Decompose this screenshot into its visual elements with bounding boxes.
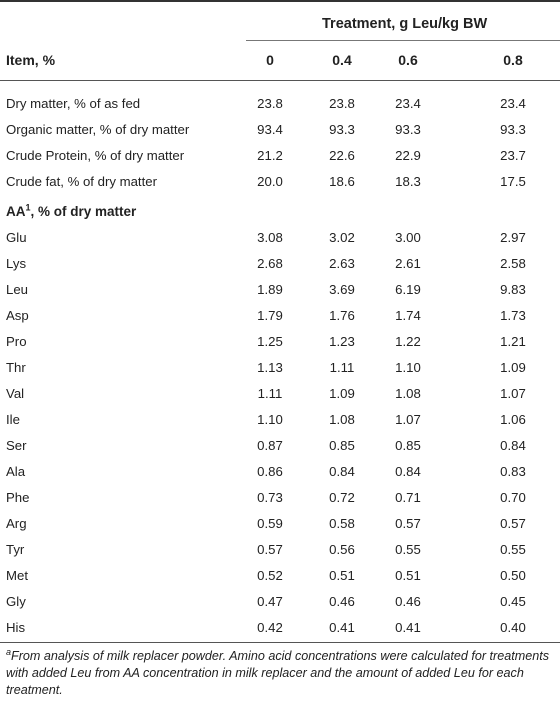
top-rule: [0, 0, 560, 2]
row-value: 1.09: [329, 386, 355, 401]
row-label: Gly: [6, 594, 26, 609]
row-value: 93.3: [500, 122, 526, 137]
row-value: 1.10: [395, 360, 421, 375]
treatment-underline: [246, 40, 560, 41]
row-label: Crude fat, % of dry matter: [6, 174, 157, 189]
row-label: Thr: [6, 360, 26, 375]
row-label: Ser: [6, 438, 27, 453]
row-value: 0.84: [500, 438, 526, 453]
row-label: Lys: [6, 256, 27, 271]
row-label: His: [6, 620, 26, 635]
row-value: 2.58: [500, 256, 526, 271]
row-value: 2.68: [257, 256, 283, 271]
row-label: Phe: [6, 490, 30, 505]
row-value: 23.4: [500, 96, 526, 111]
row-value: 0.47: [257, 594, 283, 609]
row-label: Met: [6, 568, 28, 583]
row-label: Val: [6, 386, 25, 401]
row-value: 0.46: [329, 594, 355, 609]
row-value: 0.55: [500, 542, 526, 557]
row-value: 0.52: [257, 568, 283, 583]
row-value: 0.40: [500, 620, 526, 635]
row-label: Pro: [6, 334, 27, 349]
row-value: 18.3: [395, 174, 421, 189]
row-value: 3.08: [257, 230, 283, 245]
row-value: 0.71: [395, 490, 421, 505]
row-value: 17.5: [500, 174, 526, 189]
row-value: 1.09: [500, 360, 526, 375]
row-value: 2.61: [395, 256, 421, 271]
row-value: 1.13: [257, 360, 283, 375]
row-value: 1.74: [395, 308, 421, 323]
row-value: 6.19: [395, 282, 421, 297]
row-label: Glu: [6, 230, 27, 245]
level-header-3: 0.8: [503, 52, 523, 68]
footnote-marker-a: a: [6, 646, 12, 657]
row-value: 0.86: [257, 464, 283, 479]
row-value: 1.73: [500, 308, 526, 323]
row-value: 0.57: [257, 542, 283, 557]
row-value: 18.6: [329, 174, 355, 189]
row-value: 1.11: [257, 386, 283, 401]
row-value: 1.23: [329, 334, 355, 349]
row-value: 93.3: [395, 122, 421, 137]
row-value: 1.79: [257, 308, 283, 323]
row-value: 1.22: [395, 334, 421, 349]
row-value: 0.85: [329, 438, 355, 453]
row-value: 0.51: [329, 568, 355, 583]
row-label: Crude Protein, % of dry matter: [6, 148, 185, 163]
row-value: 3.00: [395, 230, 421, 245]
aa-section-heading: $AA^1$, % of dry matter: [6, 202, 137, 219]
row-value: 1.76: [329, 308, 355, 323]
row-value: 3.02: [329, 230, 355, 245]
row-value: 0.46: [395, 594, 421, 609]
row-value: 1.89: [257, 282, 283, 297]
row-value: 1.07: [500, 386, 526, 401]
row-value: 23.8: [329, 96, 355, 111]
row-label: Asp: [6, 308, 29, 323]
footnote-text: From analysis of milk replacer powder. Amino acid concentrations were calculated for treatments with added Leu from AA concentration in milk replacer and the amount of added Leu for each treatment.: [6, 649, 550, 697]
row-value: 0.83: [500, 464, 526, 479]
row-value: 0.58: [329, 516, 355, 531]
row-value: 23.4: [395, 96, 421, 111]
row-value: 22.9: [395, 148, 421, 163]
row-value: 2.63: [329, 256, 355, 271]
row-value: 0.73: [257, 490, 283, 505]
bottom-rule: [0, 642, 560, 643]
row-value: 0.51: [395, 568, 421, 583]
row-value: 9.83: [500, 282, 526, 297]
row-value: 1.25: [257, 334, 283, 349]
footnote-marker-1: 1: [25, 202, 31, 213]
row-value: 0.56: [329, 542, 355, 557]
row-value: 0.85: [395, 438, 421, 453]
row-value: 0.55: [395, 542, 421, 557]
row-label: Ala: [6, 464, 26, 479]
row-value: 0.50: [500, 568, 526, 583]
level-header-0: 0: [266, 52, 274, 68]
row-value: 0.57: [395, 516, 421, 531]
row-value: 1.10: [257, 412, 283, 427]
row-value: 22.6: [329, 148, 355, 163]
row-label: Organic matter, % of dry matter: [6, 122, 190, 137]
row-value: 0.45: [500, 594, 526, 609]
row-value: 0.84: [329, 464, 355, 479]
item-header: Item, %: [6, 52, 56, 68]
row-value: 0.57: [500, 516, 526, 531]
row-value: 0.70: [500, 490, 526, 505]
row-value: 0.84: [395, 464, 421, 479]
row-value: 1.11: [329, 360, 355, 375]
treatment-header: Treatment, g Leu/kg BW: [322, 16, 488, 32]
row-value: 1.08: [329, 412, 355, 427]
level-header-2: 0.6: [398, 52, 418, 68]
row-value: 0.41: [329, 620, 355, 635]
row-value: 23.7: [500, 148, 526, 163]
row-value: 93.3: [329, 122, 355, 137]
row-value: 0.41: [395, 620, 421, 635]
row-value: 2.97: [500, 230, 526, 245]
row-value: 1.06: [500, 412, 526, 427]
row-value: 23.8: [257, 96, 283, 111]
header-rule: [0, 80, 560, 81]
row-value: 93.4: [257, 122, 283, 137]
row-value: 21.2: [257, 148, 283, 163]
level-header-1: 0.4: [332, 52, 352, 68]
row-value: 0.87: [257, 438, 283, 453]
row-value: 0.59: [257, 516, 283, 531]
row-label: Ile: [6, 412, 20, 427]
row-value: 0.42: [257, 620, 283, 635]
row-label: Leu: [6, 282, 29, 297]
row-value: 20.0: [257, 174, 283, 189]
footnote: [6, 648, 554, 699]
row-value: 1.21: [500, 334, 526, 349]
row-value: 0.72: [329, 490, 355, 505]
row-label: Arg: [6, 516, 27, 531]
row-value: 1.07: [395, 412, 421, 427]
row-label: Tyr: [6, 542, 25, 557]
row-value: 1.08: [395, 386, 421, 401]
row-value: 3.69: [329, 282, 355, 297]
row-label: Dry matter, % of as fed: [6, 96, 141, 111]
